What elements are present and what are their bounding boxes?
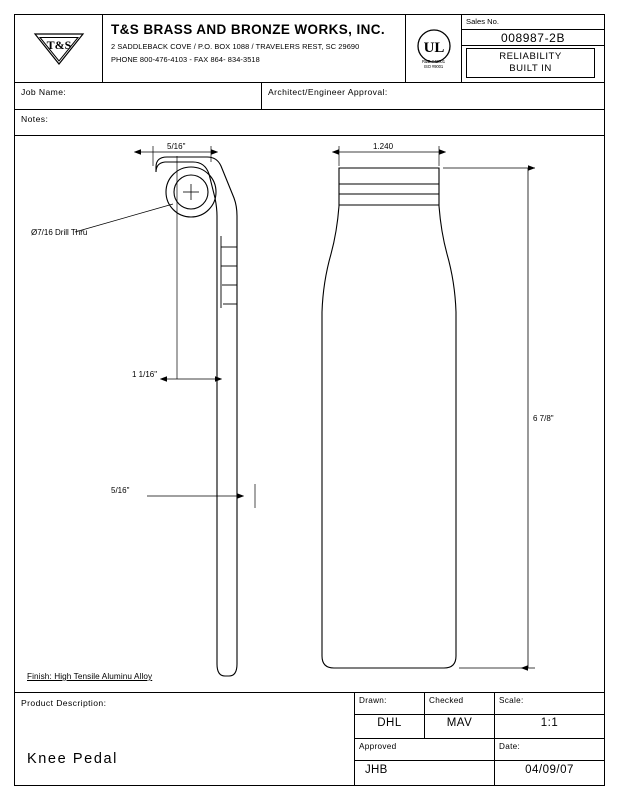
scale-label-cell [495, 693, 604, 715]
company-logo-cell [15, 15, 103, 82]
ul-sub-line1: R&D #42801 [422, 58, 445, 64]
dim-text-bottom-left: 5/16" [111, 486, 130, 495]
company-info [103, 15, 405, 82]
dim-text-front-top: 1.240 [373, 142, 394, 151]
ul-sub-text [412, 60, 456, 70]
date-label: Date: [499, 742, 521, 751]
bottom-title-block [15, 692, 604, 785]
technical-drawing [15, 136, 604, 692]
drawn-value-cell [355, 715, 425, 739]
svg-text:T&S: T&S [46, 37, 71, 52]
sales-no-value: 008987-2B [500, 30, 566, 45]
date-label-cell [495, 739, 604, 761]
job-name-field[interactable]: Job Name: [15, 83, 262, 109]
ts-brass-logo-icon [31, 30, 87, 68]
dim-text-top-left: 5/16" [167, 142, 186, 151]
date-value: 04/09/07 [525, 764, 574, 776]
sales-no-label: Sales No. [466, 17, 499, 26]
notes-field[interactable]: Notes: [15, 110, 604, 136]
scale-label: Scale: [499, 696, 524, 705]
drill-note-text: Ø7/16 Drill Thru [31, 228, 88, 237]
approved-label-cell [355, 739, 495, 761]
company-phone: PHONE 800-476-4103 - FAX 864- 834-3518 [111, 55, 260, 64]
reliability-badge [466, 48, 595, 78]
front-view-outline [322, 168, 456, 668]
approved-value: JHB [365, 764, 388, 776]
product-description-cell [15, 693, 355, 785]
drawn-label: Drawn: [359, 696, 387, 705]
drawing-sheet [14, 14, 605, 786]
ul-mark-icon [412, 27, 456, 71]
date-value-cell [495, 761, 604, 786]
drawn-label-cell [355, 693, 425, 715]
approved-value-cell [355, 761, 495, 786]
dim-text-height: 6 7/8" [533, 414, 554, 423]
drill-note-leader [75, 204, 173, 232]
scale-value-cell [495, 715, 604, 739]
reliability-line1: RELIABILITY [499, 51, 562, 62]
svg-text:UL: UL [423, 39, 444, 56]
sales-no-box [462, 29, 604, 46]
sales-number-cell [461, 15, 604, 82]
ul-sub-line2: ISO #9001 [423, 63, 444, 69]
title-block [15, 15, 604, 83]
checked-label-cell [425, 693, 495, 715]
checked-value: MAV [446, 717, 473, 729]
reliability-line2: BUILT IN [509, 63, 552, 75]
drawing-area [15, 136, 604, 692]
product-description-value: Knee Pedal [27, 751, 118, 767]
finish-note: Finish: High Tensile Aluminu Alloy [27, 672, 153, 681]
product-description-label: Product Description: [21, 698, 107, 708]
drawn-value: DHL [377, 717, 402, 729]
job-approval-row [15, 83, 604, 110]
ul-listing-cell [405, 15, 461, 82]
checked-label: Checked [429, 696, 464, 705]
architect-approval-field[interactable]: Architect/Engineer Approval: [268, 87, 388, 97]
company-name: T&S BRASS AND BRONZE WORKS, INC. [111, 22, 386, 37]
approved-label: Approved [359, 742, 397, 751]
scale-value: 1:1 [540, 717, 559, 729]
company-address: 2 SADDLEBACK COVE / P.O. BOX 1088 / TRAVELERS REST, SC 29690 [111, 42, 360, 51]
checked-value-cell [425, 715, 495, 739]
left-view-outline [156, 157, 237, 676]
dim-text-mid-left: 1 1/16" [132, 370, 158, 379]
